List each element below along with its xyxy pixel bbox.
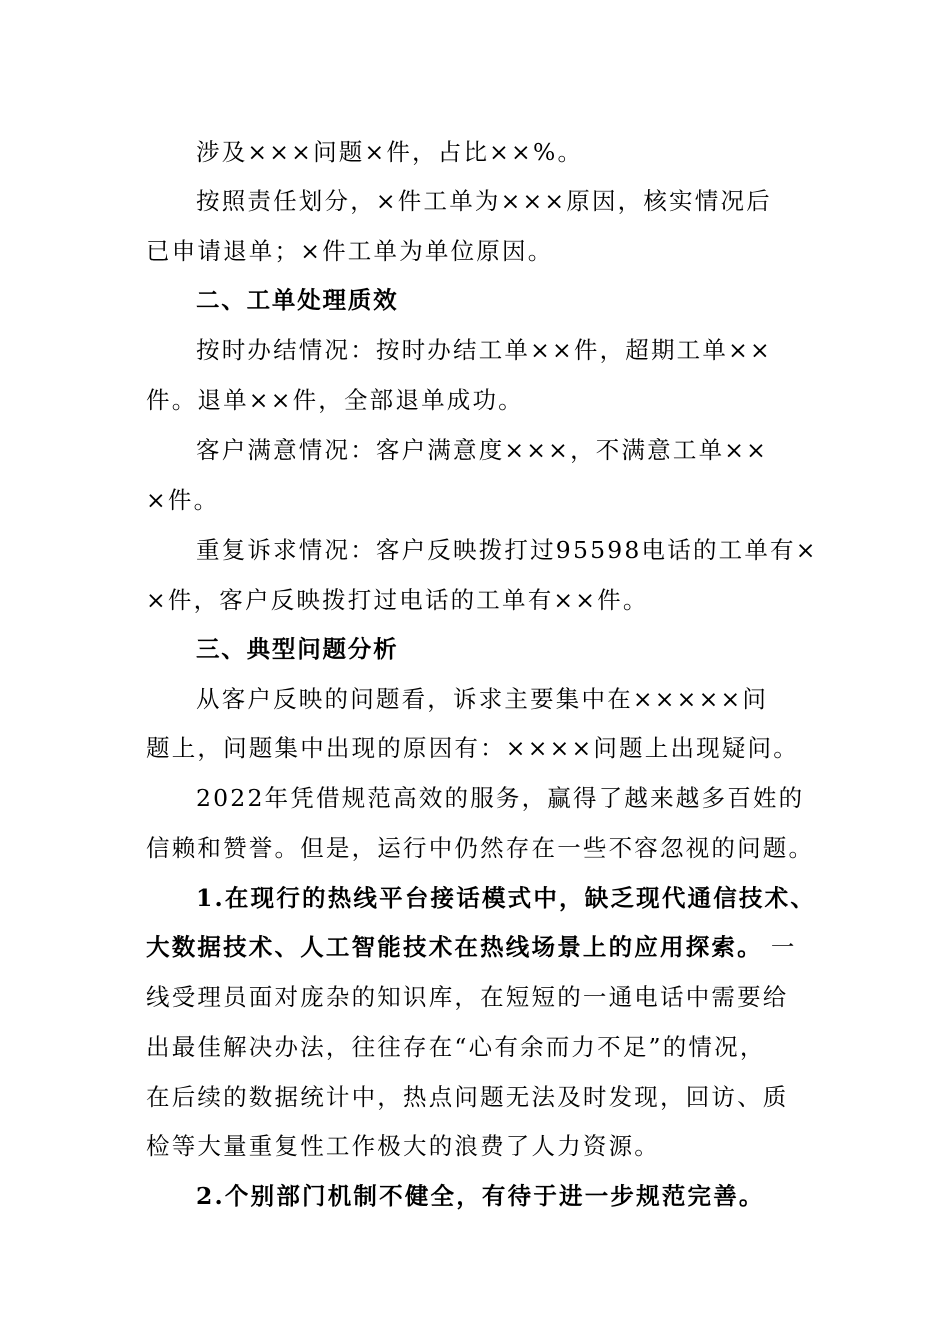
paragraph-text: 一	[770, 933, 797, 961]
paragraph-line: 按照责任划分，×件工单为×××原因，核实情况后	[196, 187, 772, 215]
paragraph-line: 检等大量重复性工作极大的浪费了人力资源。	[146, 1132, 660, 1160]
paragraph-line: 重复诉求情况：客户反映拨打过95598电话的工单有×	[196, 536, 818, 564]
paragraph-line: 2022年凭借规范高效的服务，赢得了越来越多百姓的	[196, 784, 805, 812]
bold-problem-line: 2.个别部门机制不健全，有待于进一步规范完善。	[196, 1182, 765, 1210]
section-heading-2: 二、工单处理质效	[196, 286, 399, 314]
paragraph-line: 件。退单××件，全部退单成功。	[146, 386, 524, 414]
paragraph-line: 在后续的数据统计中，热点问题无法及时发现，回访、质	[146, 1083, 789, 1111]
paragraph-line: 出最佳解决办法，往往存在“心有余而力不足”的情况，	[146, 1033, 766, 1061]
paragraph-line: 涉及×××问题×件，占比××%。	[196, 138, 584, 166]
bold-problem-line: 1.在现行的热线平台接话模式中，缺乏现代通信技术、	[196, 884, 817, 912]
paragraph-line: 信赖和赞誉。但是，运行中仍然存在一些不容忽视的问题。	[146, 834, 815, 862]
paragraph-line: 客户满意情况：客户满意度×××，不满意工单××	[196, 436, 769, 464]
paragraph-line: 题上，问题集中出现的原因有：××××问题上出现疑问。	[146, 734, 799, 762]
paragraph-line: ×件。	[146, 486, 220, 514]
paragraph-line: 已申请退单；×件工单为单位原因。	[146, 237, 554, 265]
paragraph-line	[146, 932, 797, 962]
section-heading-3: 三、典型问题分析	[196, 635, 399, 663]
paragraph-line: 从客户反映的问题看，诉求主要集中在×××××问	[196, 685, 769, 713]
paragraph-line: 线受理员面对庞杂的知识库，在短短的一通电话中需要给	[146, 983, 789, 1011]
paragraph-line: ×件，客户反映拨打过电话的工单有××件。	[146, 586, 649, 614]
paragraph-line: 按时办结情况：按时办结工单××件，超期工单××	[196, 336, 772, 364]
bold-problem-line: 大数据技术、人工智能技术在热线场景上的应用探索。	[146, 933, 763, 961]
